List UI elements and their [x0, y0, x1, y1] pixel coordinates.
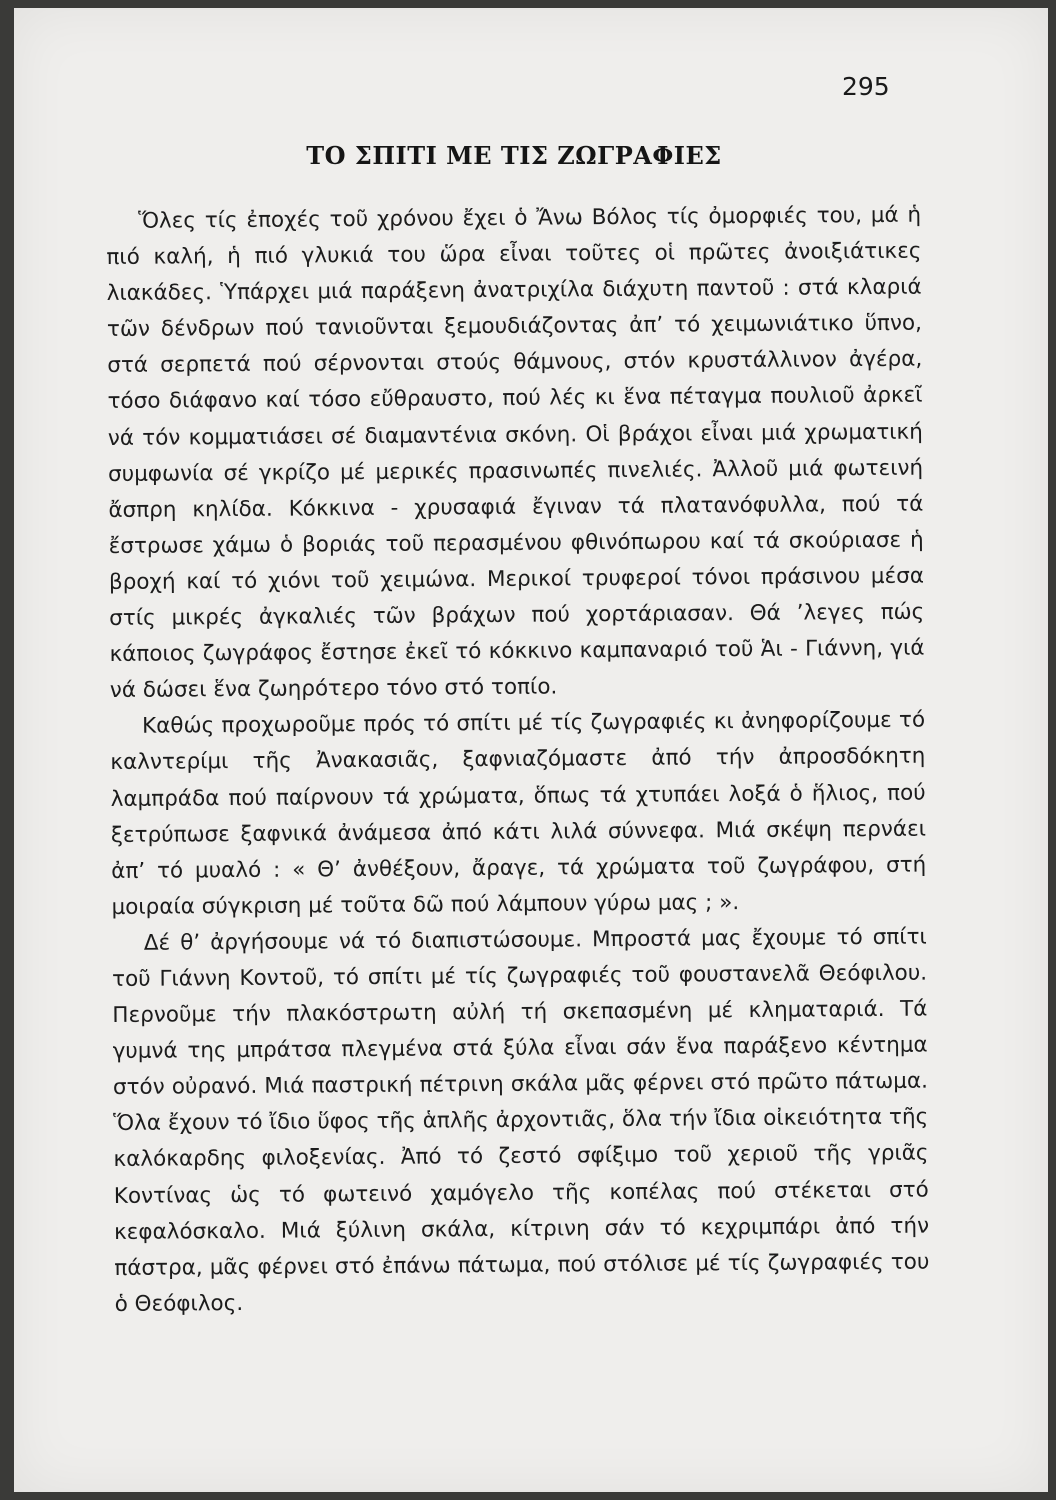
paragraph-2: Καθώς προχωροῦμε πρός τό σπίτι μέ τίς ζωγραφιές κι ἀνηφορίζουμε τό καλντερίμι τῆς Ἀνακασιᾶς, ξαφνιαζόμαστε ἀπό τήν ἀπροσδόκητη λαμπράδα πού παίρνουν τά χρώματα, ὅπως τά χτυπάει λοξά ὁ ἥλιος, πού ξετρύπωσε ξαφνικά ἀνάμεσα ἀπό κάτι λιλά σύννεφα. Μιά σκέψη περνάει ἀπ’ τό μυαλό : « Θ’ ἀνθέξουν, ἄραγε, τά χρώματα τοῦ ζωγράφου, στή μοιραία σύγκριση μέ τοῦτα δῶ πού λάμπουν γύρω μας ; ». — [110, 707, 927, 920]
paragraph-1: Ὅλες τίς ἐποχές τοῦ χρόνου ἔχει ὁ Ἄνω Βόλος τίς ὀμορφιές του, μά ἡ πιό καλή, ἡ πιό γλυκιά του ὥρα εἶναι τοῦτες οἱ πρῶτες ἀνοιξιάτικες λιακάδες. Ὑπάρχει μιά παράξενη ἀνατριχίλα διάχυτη παντοῦ : στά κλαριά τῶν δένδρων πού τανιοῦνται ξεμουδιάζοντας ἀπ’ τό χειμωνιάτικο ὕπνο, στά σερπετά πού σέρνονται στούς θάμνους, στόν κρυστάλλινον ἀγέρα, τόσο διάφανο καί τόσο εὔθραυστο, πού λές κι ἕνα πέταγμα πουλιοῦ ἀρκεῖ νά τόν κομματιάσει σέ διαμαντένια σκόνη. Οἱ βράχοι εἶναι μιά χρωματική συμφωνία σέ γκρίζο μέ μερικές πρασινωπές πινελιές. Ἀλλοῦ μιά φωτεινή ἄσπρη κηλίδα. Κόκκινα - χρυσαφιά ἔγιναν τά πλατανόφυλλα, πού τά ἔστρωσε χάμω ὁ βοριάς τοῦ περασμένου φθινόπωρου καί τά σκούριασε ἡ βροχή καί τό χιόνι τοῦ χειμώνα. Μερικοί τρυφεροί τόνοι πράσινου μέσα στίς μικρές ἀγκαλιές τῶν βράχων πού χορτάριασαν. Θά ’λεγες πώς κάποιος ζωγράφος ἔστησε ἐκεῖ τό κόκκινο καμπαναριό τοῦ Ἁι - Γιάννη, γιά νά δώσει ἕνα ζωηρότερο τόνο στό τοπίο. — [106, 202, 925, 704]
body-text — [106, 198, 930, 1323]
chapter-title: ΤΟ ΣΠΙΤΙ ΜΕ ΤΙΣ ΖΩΓΡΑΦΙΕΣ — [306, 141, 722, 170]
page-number: 295 — [842, 72, 890, 101]
paragraph-3: Δέ θ’ ἀργήσουμε νά τό διαπιστώσουμε. Μπροστά μας ἔχουμε τό σπίτι τοῦ Γιάννη Κοντοῦ, τό σπίτι μέ τίς ζωγραφιές τοῦ φουστανελᾶ Θεόφιλου. Περνοῦμε τήν πλακόστρωτη αὐλή τή σκεπασμένη μέ κληματαριά. Τά γυμνά της μπράτσα πλεγμένα στά ξύλα εἶναι σάν ἕνα παράξενο κέντημα στόν οὐρανό. Μιά παστρική πέτρινη σκάλα μᾶς φέρνει στό πρῶτο πάτωμα. Ὅλα ἔχουν τό ἴδιο ὕφος τῆς ἁπλῆς ἀρχοντιᾶς, ὅλα τήν ἴδια οἰκειότητα τῆς καλόκαρδης φιλοξενίας. Ἀπό τό ζεστό σφίξιμο τοῦ χεριοῦ τῆς γριᾶς Κοντίνας ὡς τό φωτεινό χαμόγελο τῆς κοπέλας πού στέκεται στό κεφαλόσκαλο. Μιά ξύλινη σκάλα, κίτρινη σάν τό κεχριμπάρι ἀπό τήν πάστρα, μᾶς φέρνει στό ἐπάνω πάτωμα, πού στόλισε μέ τίς ζωγραφιές του ὁ Θεόφιλος. — [111, 924, 930, 1317]
book-page — [14, 8, 1048, 1492]
